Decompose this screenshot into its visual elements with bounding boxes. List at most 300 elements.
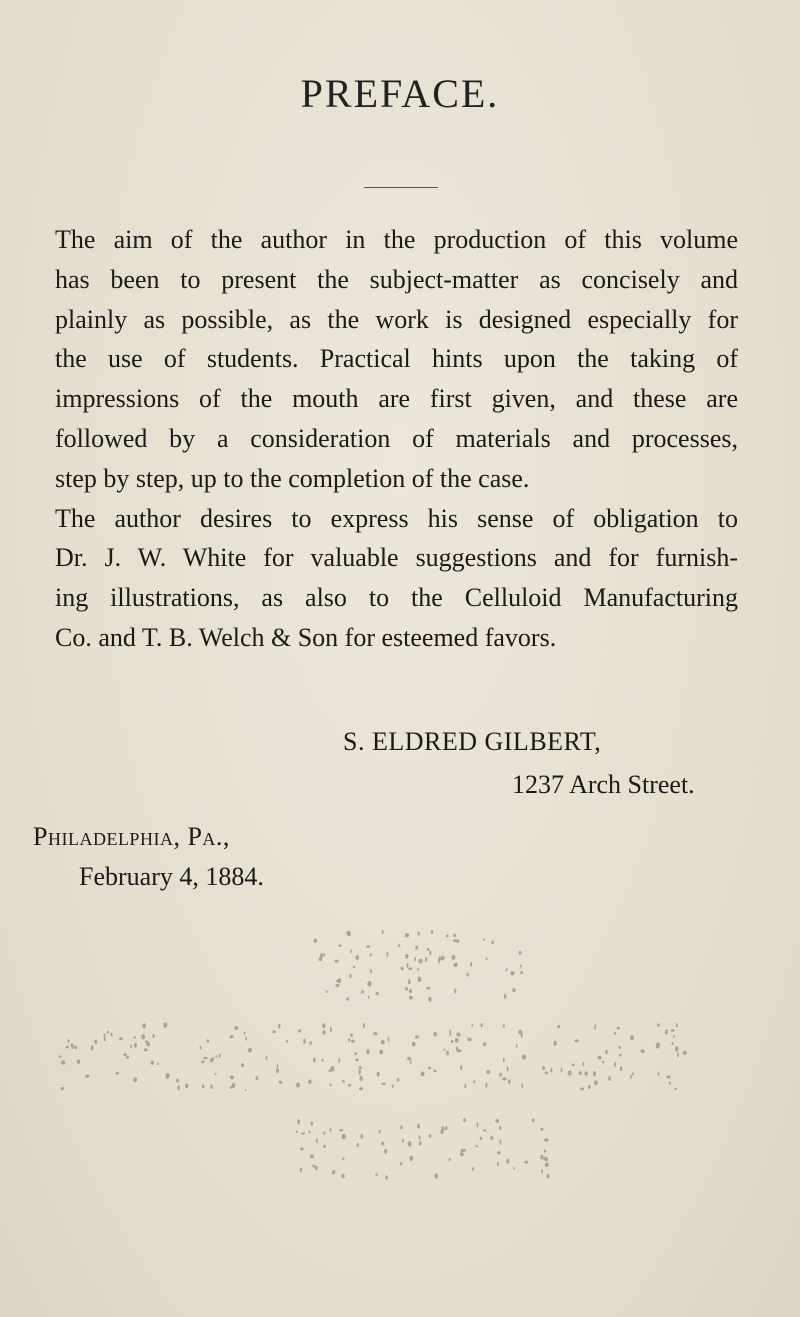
- ornament-dot: [185, 1084, 188, 1089]
- ornament-dot: [134, 1036, 136, 1039]
- text-line: ing illustrations, as also to the Celluloid Manufacturing: [55, 583, 738, 613]
- ornament-dot: [669, 1082, 671, 1085]
- ornament-dot: [405, 954, 408, 959]
- ornament-dot: [442, 1126, 445, 1129]
- ornament-dot: [575, 1039, 579, 1042]
- ornament-dot: [134, 1043, 137, 1048]
- ornament-dot: [376, 992, 379, 996]
- ornament-dot: [301, 1132, 305, 1134]
- ornament-dot: [658, 1072, 660, 1075]
- ornament-dot: [215, 1073, 217, 1075]
- ornament-dot: [61, 1087, 64, 1090]
- ornament-dot: [408, 1141, 412, 1147]
- ornament-dot: [296, 1130, 298, 1133]
- ornament-dot: [508, 1079, 511, 1084]
- ornament-dot: [234, 1026, 238, 1030]
- ornament-dot: [444, 1049, 446, 1052]
- ornament-dot: [453, 934, 456, 937]
- ornament-dot: [244, 1032, 246, 1035]
- ornament-dot: [497, 1151, 501, 1154]
- ornament-dot: [278, 1024, 280, 1029]
- ornament-dot: [472, 1024, 474, 1027]
- ornament-dot: [351, 1040, 355, 1043]
- ornament-dot: [201, 1060, 204, 1063]
- ornament-dot: [330, 1128, 332, 1132]
- ornament-dot: [476, 1145, 478, 1147]
- ornament-dot: [382, 930, 384, 934]
- ornament-dot: [342, 1080, 345, 1083]
- ornament-dot: [433, 1032, 437, 1037]
- ornament-dot: [412, 1042, 416, 1047]
- ornament-dot: [123, 1053, 127, 1056]
- ornament-dot: [414, 957, 416, 962]
- ornament-dot: [608, 1076, 611, 1081]
- ornament-dot: [309, 1131, 311, 1134]
- ornament-dot: [593, 1071, 596, 1076]
- ornament-dot: [417, 1124, 420, 1129]
- ornament-dot: [178, 1085, 180, 1090]
- ornament-dot: [499, 1073, 502, 1077]
- ornament-dot: [429, 1134, 432, 1137]
- ornament-dot: [409, 989, 412, 993]
- ornament-dot: [323, 1145, 326, 1149]
- ornament-dot: [617, 1027, 620, 1030]
- ornament-dot: [359, 1069, 361, 1075]
- ornament-dot: [350, 1034, 353, 1037]
- ornament-dot: [588, 1085, 591, 1089]
- ornament-dot: [322, 1030, 325, 1034]
- ornament-dot: [355, 1058, 358, 1061]
- ornament-dot: [449, 1158, 451, 1162]
- ornament-dot: [441, 956, 445, 960]
- ornament-dot: [94, 1040, 97, 1044]
- ornament-dot: [342, 1158, 344, 1161]
- ornament-dot: [356, 955, 360, 960]
- ornament-dot: [545, 1072, 549, 1075]
- ornament-dot: [630, 1075, 632, 1079]
- ornament-dot: [438, 958, 440, 964]
- ornament-dot: [381, 1142, 384, 1145]
- ornament-dot: [425, 957, 427, 962]
- ornament-dot: [511, 971, 515, 976]
- ornament-dot: [326, 990, 328, 993]
- ornament-dot: [619, 1054, 622, 1057]
- ornament-dot: [316, 1139, 318, 1144]
- ornament-dot: [410, 1060, 412, 1064]
- ornament-dot: [503, 1058, 505, 1063]
- ornament-dot: [402, 1139, 404, 1143]
- ornament-dot: [296, 1082, 300, 1087]
- text-line: Dr. J. W. White for valuable suggestions and for furnish-: [55, 543, 738, 573]
- ornament-dot: [419, 1141, 422, 1145]
- ornament-dot: [266, 1056, 268, 1060]
- ornament-dot: [506, 968, 508, 971]
- ornament-dot: [119, 1037, 123, 1040]
- ornament-dot: [408, 979, 411, 984]
- ornament-dot: [598, 1056, 602, 1060]
- ornament-dot: [215, 1055, 217, 1058]
- ornament-dot: [532, 1118, 535, 1121]
- ornament-dot: [632, 1072, 634, 1075]
- ornament-dot: [418, 977, 422, 982]
- ornament-dot: [407, 963, 409, 968]
- ornament-dot: [431, 930, 434, 934]
- ornament-dot: [419, 1135, 421, 1140]
- ornament-dot: [583, 1062, 585, 1066]
- ornament-dot: [130, 1044, 132, 1048]
- ornament-dot: [328, 1069, 332, 1072]
- ornament-dot: [366, 1049, 369, 1054]
- ornament-dot: [375, 1173, 377, 1176]
- page-title: PREFACE.: [300, 71, 500, 116]
- ornament-dot: [497, 1162, 499, 1166]
- ornament-dot: [421, 1072, 425, 1077]
- ornament-dot: [491, 941, 494, 945]
- ornament-dot: [241, 1063, 244, 1067]
- ornament-dot: [614, 1032, 616, 1035]
- text-line: Co. and T. B. Welch & Son for esteemed favors.: [55, 622, 557, 652]
- ornament-dot: [483, 1043, 487, 1046]
- ornament-dot: [341, 1174, 345, 1178]
- ornament-dot: [513, 1167, 515, 1169]
- ornament-dot: [322, 1059, 324, 1062]
- ornament-dot: [85, 1075, 89, 1078]
- ornament-dot: [141, 1034, 145, 1039]
- ornament-dot: [348, 1084, 351, 1087]
- ornament-dot: [519, 951, 522, 955]
- ornament-dot: [359, 1087, 363, 1090]
- ornament-dot: [348, 1038, 350, 1042]
- ornament-dot: [460, 1152, 464, 1156]
- ornament-dot: [677, 1052, 679, 1057]
- ornament-dot: [434, 1070, 437, 1073]
- ornament-dot: [338, 978, 341, 983]
- ornament-dot: [400, 1162, 403, 1165]
- ornament-dot: [286, 1040, 288, 1043]
- ornament-dot: [370, 969, 372, 974]
- ornament-dot: [381, 1083, 385, 1085]
- ornament-dot: [349, 974, 351, 979]
- ornament-dot: [330, 1083, 332, 1086]
- ornament-dot: [656, 1044, 660, 1048]
- ornament-dot: [550, 1068, 552, 1073]
- ornament-dot: [467, 973, 469, 977]
- ornament-dot: [379, 1130, 381, 1134]
- place-line: Philadelphia, Pa.,: [33, 822, 230, 851]
- ornament-dot: [568, 1070, 572, 1075]
- ornament-dot: [454, 988, 456, 993]
- preface-body: [55, 220, 738, 658]
- text-line: plainly as possible, as the work is designed especially for: [55, 304, 738, 334]
- ornament-dot: [363, 1023, 365, 1028]
- ornament-dot: [415, 1035, 419, 1038]
- ornament-dot: [467, 1038, 471, 1042]
- ornament-dot: [429, 951, 431, 956]
- ornament-dot: [408, 967, 412, 970]
- ornament-dot: [126, 1056, 129, 1059]
- ornament-dot: [473, 1080, 475, 1083]
- ornament-dot: [368, 981, 372, 986]
- ornament-dot: [518, 1030, 522, 1035]
- ornament-dot: [230, 1035, 234, 1038]
- ornament-dot: [504, 994, 507, 999]
- ornament-dot: [384, 1149, 387, 1154]
- ornament-dot: [203, 1057, 207, 1059]
- ornament-dot: [481, 1023, 483, 1027]
- ornament-dot: [522, 1083, 524, 1088]
- text-line: the use of students. Practical hints upon the taking of: [55, 344, 738, 374]
- ornament-dot: [339, 944, 342, 947]
- ornament-dot: [544, 1138, 548, 1142]
- ornament-dot: [667, 1075, 671, 1078]
- ornament-dot: [446, 935, 449, 938]
- ornament-dot: [619, 1046, 621, 1049]
- ornament-dot: [346, 931, 348, 933]
- ornament-dot: [584, 1071, 588, 1075]
- ornament-dot: [503, 1024, 505, 1027]
- ornament-dot: [353, 966, 355, 968]
- ornament-dot: [630, 1035, 634, 1040]
- ornament-dot: [311, 1122, 314, 1126]
- ornament-dot: [397, 1078, 399, 1082]
- ornament-dot: [561, 1068, 563, 1073]
- ornament-dot: [520, 964, 522, 968]
- ornament-dot: [524, 1161, 528, 1164]
- ornament-dot: [520, 971, 523, 974]
- ornament-dot: [248, 1048, 252, 1053]
- ornament-dot: [483, 1129, 487, 1131]
- ornament-dot: [409, 996, 413, 1000]
- ornament-dot: [543, 1157, 546, 1161]
- ornament-dot: [477, 1122, 479, 1127]
- title-rule: [364, 187, 438, 188]
- ornament-dot: [665, 1029, 668, 1034]
- ornament-dot: [456, 1033, 460, 1037]
- ornament-dot: [398, 944, 401, 947]
- ornament-dot: [297, 1119, 300, 1124]
- ornament-dot: [373, 1032, 377, 1035]
- ornament-dot: [456, 939, 459, 943]
- ornament-dot: [312, 1165, 315, 1168]
- ornament-dot: [332, 1171, 334, 1175]
- ornament-dot: [674, 1088, 676, 1091]
- ornament-dot: [104, 1037, 106, 1041]
- ornament-dot: [310, 1155, 314, 1159]
- ornament-dot: [620, 1066, 623, 1071]
- ornament-dot: [434, 1173, 438, 1179]
- ornament-dot: [323, 1132, 325, 1135]
- ornament-dot: [507, 1066, 509, 1071]
- ornament-dot: [506, 1159, 509, 1164]
- ornament-dot: [542, 1066, 545, 1070]
- ornament-dot: [368, 995, 370, 999]
- ornament-dot: [451, 1040, 454, 1043]
- ornament-dot: [683, 1051, 687, 1055]
- ornament-dot: [361, 1134, 363, 1139]
- ornament-dot: [133, 1077, 137, 1082]
- ornament-dot: [580, 1088, 584, 1091]
- ornament-dot: [415, 946, 418, 950]
- text-line: impressions of the mouth are first given, and these are: [55, 384, 738, 414]
- ornament-dot: [360, 1076, 363, 1081]
- ornament-dot: [657, 1023, 659, 1026]
- ornament-dot: [465, 1084, 467, 1088]
- ornament-dot: [512, 988, 516, 992]
- text-line: has been to present the subject-matter as concisely and: [55, 264, 738, 294]
- text-line: The author desires to express his sense of obligation to: [55, 503, 738, 533]
- ornament-dot: [338, 1058, 340, 1063]
- ornament-dot: [480, 1137, 483, 1140]
- ornament-dot: [219, 1054, 221, 1058]
- ornament-dot: [486, 957, 488, 960]
- ornament-dot: [207, 1039, 210, 1042]
- ornament-dot: [176, 1079, 179, 1083]
- ornament-dot: [428, 997, 431, 1002]
- ornament-dot: [490, 1136, 493, 1140]
- ornament-dot: [405, 933, 409, 937]
- ornament-dot: [339, 1129, 343, 1132]
- ornament-dot: [427, 948, 430, 951]
- ornament-dot: [298, 1029, 301, 1032]
- ornament-dot: [641, 1049, 645, 1053]
- ornament-dot: [387, 952, 389, 957]
- ornament-dot: [463, 1118, 466, 1122]
- ornament-dot: [392, 1085, 394, 1089]
- ornament-dot: [335, 960, 339, 963]
- ornament-dot: [230, 1075, 234, 1079]
- ornament-dot: [322, 1023, 325, 1028]
- ornament-dot: [557, 1025, 560, 1028]
- ornament-dot: [74, 1046, 77, 1049]
- ornament-dot: [445, 1126, 447, 1130]
- ornament-dot: [454, 963, 458, 968]
- ornament-dot: [572, 1064, 575, 1067]
- author-signature: S. ELDRED GILBERT,: [343, 727, 602, 756]
- ornament-dot: [594, 1080, 598, 1085]
- bleed-through-ornament: [0, 930, 800, 1180]
- ornament-dot: [145, 1040, 149, 1043]
- ornament-dot: [672, 1042, 674, 1045]
- ornament-dot: [546, 1174, 549, 1178]
- ornament-dot: [59, 1056, 62, 1058]
- ornament-dot: [544, 1150, 547, 1153]
- ornament-dot: [323, 953, 325, 956]
- ornament-dot: [68, 1039, 70, 1042]
- ornament-dot: [540, 1155, 543, 1160]
- ornament-dot: [541, 1169, 543, 1174]
- ornament-dot: [553, 1040, 556, 1045]
- ornament-dot: [452, 955, 456, 960]
- ornament-dot: [457, 1049, 461, 1052]
- ornament-dot: [446, 1050, 449, 1055]
- ornament-dot: [595, 1024, 597, 1029]
- ornament-dot: [605, 1049, 608, 1054]
- ornament-dot: [359, 1066, 362, 1069]
- ornament-dot: [522, 1054, 526, 1059]
- ornament-dot: [357, 1143, 359, 1147]
- ornament-dot: [210, 1084, 212, 1089]
- ornament-dot: [200, 1046, 202, 1049]
- date-line: February 4, 1884.: [79, 862, 264, 891]
- ornament-dot: [308, 1080, 312, 1085]
- ornament-dot: [676, 1023, 678, 1027]
- ornament-dot: [499, 1126, 502, 1130]
- ornament-dot: [545, 1163, 549, 1168]
- ornament-dot: [151, 1061, 154, 1065]
- ornament-dot: [495, 1119, 499, 1123]
- ornament-dot: [350, 949, 352, 953]
- ornament-dot: [245, 1089, 247, 1091]
- ornament-dot: [470, 962, 472, 966]
- ornament-dot: [401, 967, 404, 970]
- ornament-dot: [673, 1035, 675, 1037]
- ornament-dot: [272, 1030, 276, 1033]
- ornament-dot: [483, 938, 485, 940]
- ornament-dot: [71, 1045, 73, 1049]
- ornament-dot: [502, 1077, 506, 1080]
- ornament-dot: [335, 984, 339, 987]
- author-address: 1237 Arch Street.: [512, 770, 695, 799]
- text-line: The aim of the author in the production of this volume: [55, 225, 738, 254]
- ornament-dot: [540, 1128, 543, 1131]
- ornament-dot: [417, 968, 419, 971]
- ornament-dot: [485, 1083, 487, 1088]
- ornament-dot: [379, 1050, 383, 1055]
- ornament-dot: [309, 1041, 312, 1043]
- ornament-dot: [377, 1072, 380, 1077]
- ornament-dot: [460, 1065, 462, 1070]
- ornament-dot: [409, 1156, 413, 1161]
- ornament-dot: [77, 1059, 81, 1064]
- ornament-dot: [675, 1046, 679, 1051]
- ornament-dot: [361, 990, 364, 993]
- text-line: followed by a consideration of materials and processes,: [55, 423, 738, 453]
- ornament-dot: [107, 1031, 109, 1034]
- ornament-dot: [61, 1060, 65, 1064]
- ornament-dot: [400, 1125, 402, 1129]
- ornament-dot: [428, 1067, 431, 1070]
- ornament-dot: [516, 1044, 518, 1048]
- ornament-dot: [320, 953, 323, 959]
- ornament-dot: [419, 959, 423, 964]
- ornament-dot: [405, 987, 408, 991]
- ornament-dot: [579, 1071, 582, 1075]
- ornament-dot: [455, 1038, 459, 1043]
- ornament-dot: [449, 1030, 451, 1033]
- ornament-dot: [462, 1149, 465, 1152]
- ornament-dot: [144, 1048, 148, 1051]
- ornament-dot: [202, 1085, 205, 1089]
- ornament-dot: [426, 987, 430, 990]
- ornament-dot: [330, 1027, 332, 1032]
- ornament-dot: [472, 1167, 474, 1170]
- ornament-dot: [66, 1046, 70, 1048]
- ornament-dot: [453, 939, 456, 942]
- ornament-dot: [313, 1058, 316, 1063]
- ornament-dot: [671, 1029, 675, 1032]
- ornament-dot: [152, 1034, 154, 1038]
- ornament-dot: [303, 1039, 305, 1044]
- ornament-dot: [277, 1064, 279, 1068]
- ornament-dot: [418, 932, 420, 936]
- ornament-dot: [499, 1139, 501, 1145]
- ornament-dot: [142, 1023, 146, 1028]
- ornament-dot: [255, 1076, 258, 1080]
- ornament-dot: [602, 1061, 604, 1064]
- ornament-dot: [486, 1070, 490, 1074]
- ornament-dot: [157, 1063, 159, 1066]
- ornament-dot: [314, 939, 318, 944]
